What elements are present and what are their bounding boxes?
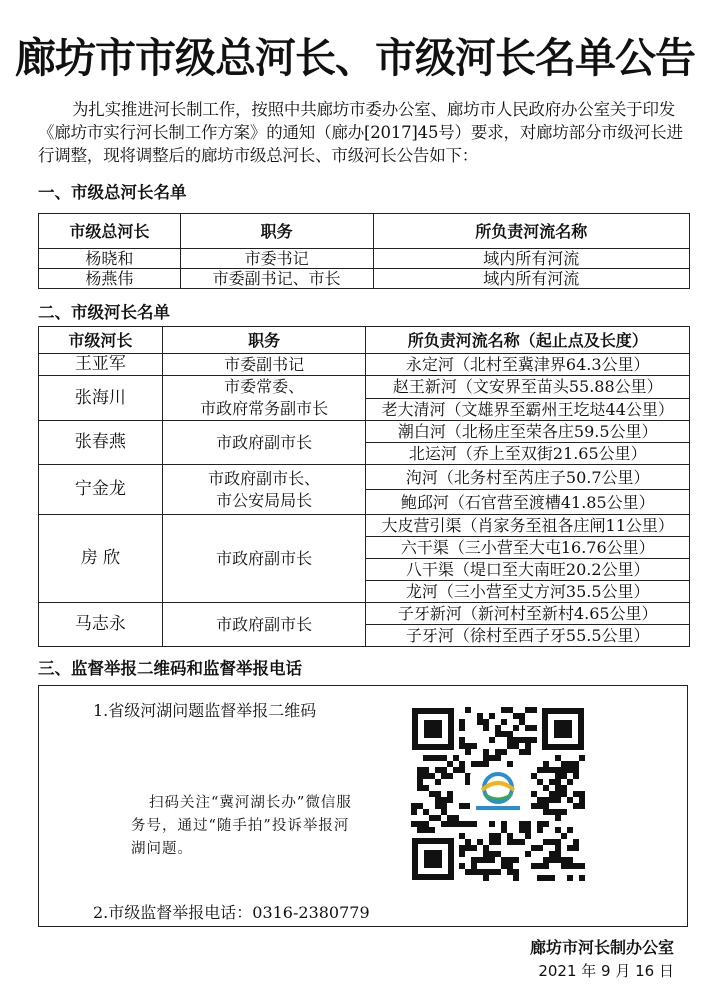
qr-module (555, 857, 561, 863)
qr-module (525, 743, 531, 749)
qr-module (495, 851, 501, 857)
qr-module (495, 833, 501, 839)
qr-module (513, 857, 519, 863)
qr-module (555, 779, 561, 785)
qr-module (495, 725, 501, 731)
qr-module (573, 845, 579, 851)
column-header: 市级总河长 (39, 214, 181, 249)
qr-module (519, 839, 525, 845)
qr-module (429, 755, 435, 761)
qr-module (567, 827, 573, 833)
qr-module (471, 761, 477, 767)
qr-module (417, 821, 423, 827)
qr-module (441, 821, 447, 827)
qr-module (525, 851, 531, 857)
qr-module (429, 827, 435, 833)
qr-module (489, 851, 495, 857)
qr-module (489, 869, 495, 875)
qr-module (417, 785, 423, 791)
qr-module (555, 755, 561, 761)
qr-module (579, 803, 585, 809)
qr-module (459, 737, 465, 743)
qr-module (567, 857, 573, 863)
role-line: 市委常委、 (224, 377, 305, 396)
river-cell: 子牙新河（新河村至新村4.65公里） (366, 603, 690, 625)
qr-module (423, 767, 429, 773)
qr-module (531, 725, 537, 731)
table-row (39, 603, 690, 625)
qr-module (459, 863, 465, 869)
qr-module (435, 791, 441, 797)
qr-module (573, 839, 579, 845)
qr-module (411, 809, 417, 815)
qr-module (477, 857, 483, 863)
qr-module (549, 809, 555, 815)
logo-icon (470, 770, 526, 818)
qr-module (537, 875, 543, 881)
qr-module (495, 749, 501, 755)
role-cell: 市政府副市长 (162, 603, 366, 647)
qr-module (501, 857, 507, 863)
qr-module (465, 743, 471, 749)
supervision-box (38, 685, 688, 927)
section1-heading: 一、市级总河长名单 (38, 183, 187, 202)
qr-module (579, 755, 585, 761)
role-cell (162, 376, 366, 421)
qr-module (549, 875, 555, 881)
qr-module (531, 863, 537, 869)
qr-module (567, 863, 573, 869)
qr-module (453, 821, 459, 827)
table-header-row (39, 327, 690, 354)
name-cell: 马志永 (39, 603, 163, 647)
qr-module (483, 851, 489, 857)
column-header: 市级河长 (39, 327, 163, 354)
qr-module (435, 767, 441, 773)
name-cell: 杨晓和 (39, 249, 181, 269)
role-cell: 市委书记 (180, 249, 373, 269)
qr-module (459, 845, 465, 851)
qr-module (489, 839, 495, 845)
qr-module (459, 743, 465, 749)
qr-module (543, 803, 549, 809)
qr-module (453, 767, 459, 773)
qr-title: 1.省级河湖问题监督举报二维码 (93, 701, 317, 720)
qr-module (537, 803, 543, 809)
qr-module (573, 803, 579, 809)
qr-module (573, 773, 579, 779)
qr-module (543, 821, 549, 827)
qr-module (459, 725, 465, 731)
qr-module (507, 743, 513, 749)
table-row (39, 465, 690, 490)
qr-module (561, 863, 567, 869)
qr-module (489, 821, 495, 827)
qr-module (531, 773, 537, 779)
table-row (39, 269, 690, 289)
qr-module (423, 809, 429, 815)
qr-module (465, 821, 471, 827)
qr-module (417, 779, 423, 785)
qr-module (537, 827, 543, 833)
qr-module (543, 809, 549, 815)
qr-module (549, 791, 555, 797)
qr-module (561, 761, 567, 767)
table-header-row (39, 214, 690, 249)
qr-module (429, 815, 435, 821)
qr-module (423, 755, 429, 761)
name-cell: 张春燕 (39, 421, 163, 465)
qr-module (411, 821, 417, 827)
river-cell: 龙河（三小营至丈方河35.5公里） (366, 581, 690, 603)
qr-module (501, 821, 507, 827)
qr-module (447, 791, 453, 797)
column-header: 职务 (162, 327, 366, 354)
qr-module (507, 839, 513, 845)
qr-module (561, 791, 567, 797)
qr-module (555, 815, 561, 821)
qr-module (465, 869, 471, 875)
river-cell: 大皮营引渠（肖家务至祖各庄闸11公里） (366, 515, 690, 537)
qr-module (507, 761, 513, 767)
qr-module (549, 839, 555, 845)
qr-module (567, 761, 573, 767)
qr-module (459, 821, 465, 827)
qr-module (447, 815, 453, 821)
qr-module (477, 869, 483, 875)
qr-module (567, 767, 573, 773)
qr-module (435, 803, 441, 809)
qr-module (531, 737, 537, 743)
river-cell: 潮白河（北杨庄至荣各庄59.5公里） (366, 421, 690, 443)
qr-module (525, 827, 531, 833)
qr-module (543, 761, 549, 767)
qr-module (483, 755, 489, 761)
qr-module (555, 827, 561, 833)
qr-module (471, 863, 477, 869)
qr-module (573, 863, 579, 869)
qr-module (537, 821, 543, 827)
report-phone: 2.市级监督举报电话：0316-2380779 (93, 903, 370, 922)
qr-module (555, 845, 561, 851)
qr-module (435, 797, 441, 803)
qr-module (501, 863, 507, 869)
qr-module (579, 875, 585, 881)
qr-module (459, 803, 465, 809)
column-header: 职务 (180, 214, 373, 249)
qr-module (573, 767, 579, 773)
qr-module (411, 803, 417, 809)
qr-module (555, 809, 561, 815)
qr-module (555, 785, 561, 791)
qr-module (483, 749, 489, 755)
name-cell: 宁金龙 (39, 465, 163, 515)
river-cell: 八干渠（堤口至大南旺20.2公里） (366, 559, 690, 581)
column-header: 所负责河流名称 (373, 214, 690, 249)
chief-river-chief-table (38, 213, 690, 289)
river-cell: 赵王新河（文安界至苗头55.88公里） (366, 376, 690, 399)
qr-module (513, 743, 519, 749)
qr-module (561, 767, 567, 773)
qr-code[interactable] (398, 694, 598, 894)
qr-module (537, 797, 543, 803)
section3-heading: 三、监督举报二维码和监督举报电话 (38, 659, 302, 678)
issue-date: 2021 年 9 月 16 日 (538, 962, 674, 980)
qr-module (567, 797, 573, 803)
qr-module (441, 755, 447, 761)
qr-module (489, 833, 495, 839)
river-cell: 永定河（北村至冀津界64.3公里） (366, 354, 690, 376)
qr-module (543, 839, 549, 845)
qr-module (483, 725, 489, 731)
river-cell: 泃河（北务村至芮庄子50.7公里） (366, 465, 690, 490)
qr-module (555, 851, 561, 857)
qr-module (525, 821, 531, 827)
qr-module (579, 791, 585, 797)
qr-module (543, 863, 549, 869)
qr-module (513, 869, 519, 875)
name-cell: 杨燕伟 (39, 269, 181, 289)
qr-module (519, 821, 525, 827)
qr-module (441, 767, 447, 773)
river-cell: 域内所有河流 (373, 269, 690, 289)
qr-module (555, 773, 561, 779)
qr-module (465, 749, 471, 755)
qr-module (555, 767, 561, 773)
qr-module (501, 731, 507, 737)
qr-module (567, 875, 573, 881)
table-row (39, 376, 690, 399)
section2-heading: 二、市级河长名单 (38, 303, 170, 322)
qr-module (507, 737, 513, 743)
qr-module (447, 761, 453, 767)
river-cell: 子牙河（徐村至西子牙55.5公里） (366, 625, 690, 647)
qr-module (513, 839, 519, 845)
qr-module (567, 845, 573, 851)
qr-module (543, 875, 549, 881)
qr-module (483, 869, 489, 875)
qr-description: 扫码关注“冀河湖长办”微信服务号，通过“随手拍”投诉举报河湖问题。 (131, 795, 352, 857)
qr-module (459, 767, 465, 773)
qr-module (579, 863, 585, 869)
qr-module (531, 845, 537, 851)
qr-module (477, 713, 483, 719)
page-title: 廊坊市市级总河长、市级河长名单公告 (15, 34, 695, 82)
intro-paragraph: 为扎实推进河长制工作，按照中共廊坊市委办公室、廊坊市人民政府办公室关于印发《廊坊市实行河长制工作方案》的通知（廊办[2017]45号）要求，对廊坊部分市级河长进行调整，现将调整后的廊坊市级总河长、市级河长公告如下： (38, 100, 683, 165)
qr-module (417, 827, 423, 833)
qr-module (447, 797, 453, 803)
qr-module (471, 821, 477, 827)
river-cell: 北运河（乔上至双街21.65公里） (366, 443, 690, 465)
qr-module (537, 779, 543, 785)
role-cell: 市委副书记、市长 (180, 269, 373, 289)
qr-module (483, 845, 489, 851)
name-cell: 王亚军 (39, 354, 163, 376)
qr-module (471, 845, 477, 851)
qr-module (561, 833, 567, 839)
role-line: 市公安局局长 (216, 490, 313, 510)
qr-module (501, 749, 507, 755)
qr-module (513, 875, 519, 881)
qr-module (489, 755, 495, 761)
qr-module (525, 725, 531, 731)
qr-module (489, 737, 495, 743)
qr-module (549, 857, 555, 863)
qr-module (501, 719, 507, 725)
qr-module (537, 863, 543, 869)
qr-module (519, 827, 525, 833)
role-cell: 市政府副市长 (162, 421, 366, 465)
qr-module (459, 833, 465, 839)
name-cell: 张海川 (39, 376, 163, 421)
qr-module (417, 803, 423, 809)
qr-module (561, 809, 567, 815)
qr-module (477, 761, 483, 767)
qr-module (537, 767, 543, 773)
qr-module (453, 815, 459, 821)
qr-module (441, 803, 447, 809)
qr-module (435, 815, 441, 821)
qr-module (429, 773, 435, 779)
qr-module (423, 821, 429, 827)
table-row (39, 354, 690, 376)
column-header: 所负责河流名称（起止点及长度） (366, 327, 690, 354)
qr-module (513, 713, 519, 719)
qr-module (561, 785, 567, 791)
qr-module (435, 755, 441, 761)
qr-module (507, 857, 513, 863)
qr-module (579, 797, 585, 803)
qr-module (507, 731, 513, 737)
qr-module (513, 725, 519, 731)
qr-module (477, 839, 483, 845)
qr-module (417, 773, 423, 779)
qr-module (555, 839, 561, 845)
qr-module (573, 761, 579, 767)
qr-module (459, 851, 465, 857)
qr-module (477, 719, 483, 725)
name-cell: 房 欣 (39, 515, 163, 603)
qr-module (555, 791, 561, 797)
qr-module (483, 719, 489, 725)
qr-module (423, 785, 429, 791)
qr-module (441, 797, 447, 803)
qr-module (519, 719, 525, 725)
qr-module (495, 869, 501, 875)
qr-module (507, 707, 513, 713)
qr-module (525, 833, 531, 839)
qr-module (471, 743, 477, 749)
river-cell: 六干渠（三小营至大屯16.76公里） (366, 537, 690, 559)
table-row (39, 421, 690, 443)
qr-module (543, 857, 549, 863)
role-cell: 市政府副市长 (162, 515, 366, 603)
qr-module (447, 821, 453, 827)
qr-module (519, 713, 525, 719)
qr-module (465, 839, 471, 845)
river-cell: 域内所有河流 (373, 249, 690, 269)
qr-module (549, 851, 555, 857)
qr-module (423, 773, 429, 779)
qr-module (495, 839, 501, 845)
qr-module (507, 863, 513, 869)
qr-module (471, 869, 477, 875)
qr-module (495, 731, 501, 737)
qr-module (483, 857, 489, 863)
qr-module (531, 803, 537, 809)
qr-module (543, 785, 549, 791)
qr-module (441, 809, 447, 815)
river-cell: 鲍邱河（石官营至渡槽41.85公里） (366, 490, 690, 515)
qr-module (435, 779, 441, 785)
role-line: 市政府副市长、 (208, 468, 321, 488)
qr-module (549, 779, 555, 785)
qr-module (507, 869, 513, 875)
qr-module (465, 707, 471, 713)
qr-module (489, 857, 495, 863)
qr-module (447, 773, 453, 779)
role-line: 市政府常务副市长 (200, 399, 329, 418)
table-row (39, 249, 690, 269)
qr-module (531, 791, 537, 797)
role-cell: 市委副书记 (162, 354, 366, 376)
qr-module (501, 707, 507, 713)
river-chief-table (38, 326, 690, 647)
qr-module (543, 797, 549, 803)
qr-module (537, 845, 543, 851)
qr-module (519, 737, 525, 743)
qr-module (417, 767, 423, 773)
qr-module (513, 737, 519, 743)
qr-module (483, 875, 489, 881)
qr-module (567, 779, 573, 785)
qr-module (525, 737, 531, 743)
qr-module (561, 773, 567, 779)
qr-module (483, 761, 489, 767)
qr-module (549, 767, 555, 773)
qr-module (501, 827, 507, 833)
qr-module (489, 713, 495, 719)
qr-module (549, 797, 555, 803)
role-cell (162, 465, 366, 515)
qr-module (441, 773, 447, 779)
qr-module (495, 755, 501, 761)
qr-module (555, 797, 561, 803)
qr-module (573, 791, 579, 797)
qr-module (453, 755, 459, 761)
qr-module (519, 749, 525, 755)
qr-module (531, 707, 537, 713)
qr-module (561, 857, 567, 863)
qr-module (525, 749, 531, 755)
qr-module (543, 767, 549, 773)
table-row (39, 515, 690, 537)
qr-module (459, 719, 465, 725)
qr-module (525, 707, 531, 713)
qr-module (429, 791, 435, 797)
qr-module (423, 827, 429, 833)
qr-module (471, 857, 477, 863)
qr-module (465, 845, 471, 851)
river-cell: 老大清河（文雄界至霸州王圪垯44公里） (366, 398, 690, 421)
issuing-office: 廊坊市河长制办公室 (529, 938, 674, 957)
qr-module (459, 761, 465, 767)
qr-module (507, 833, 513, 839)
